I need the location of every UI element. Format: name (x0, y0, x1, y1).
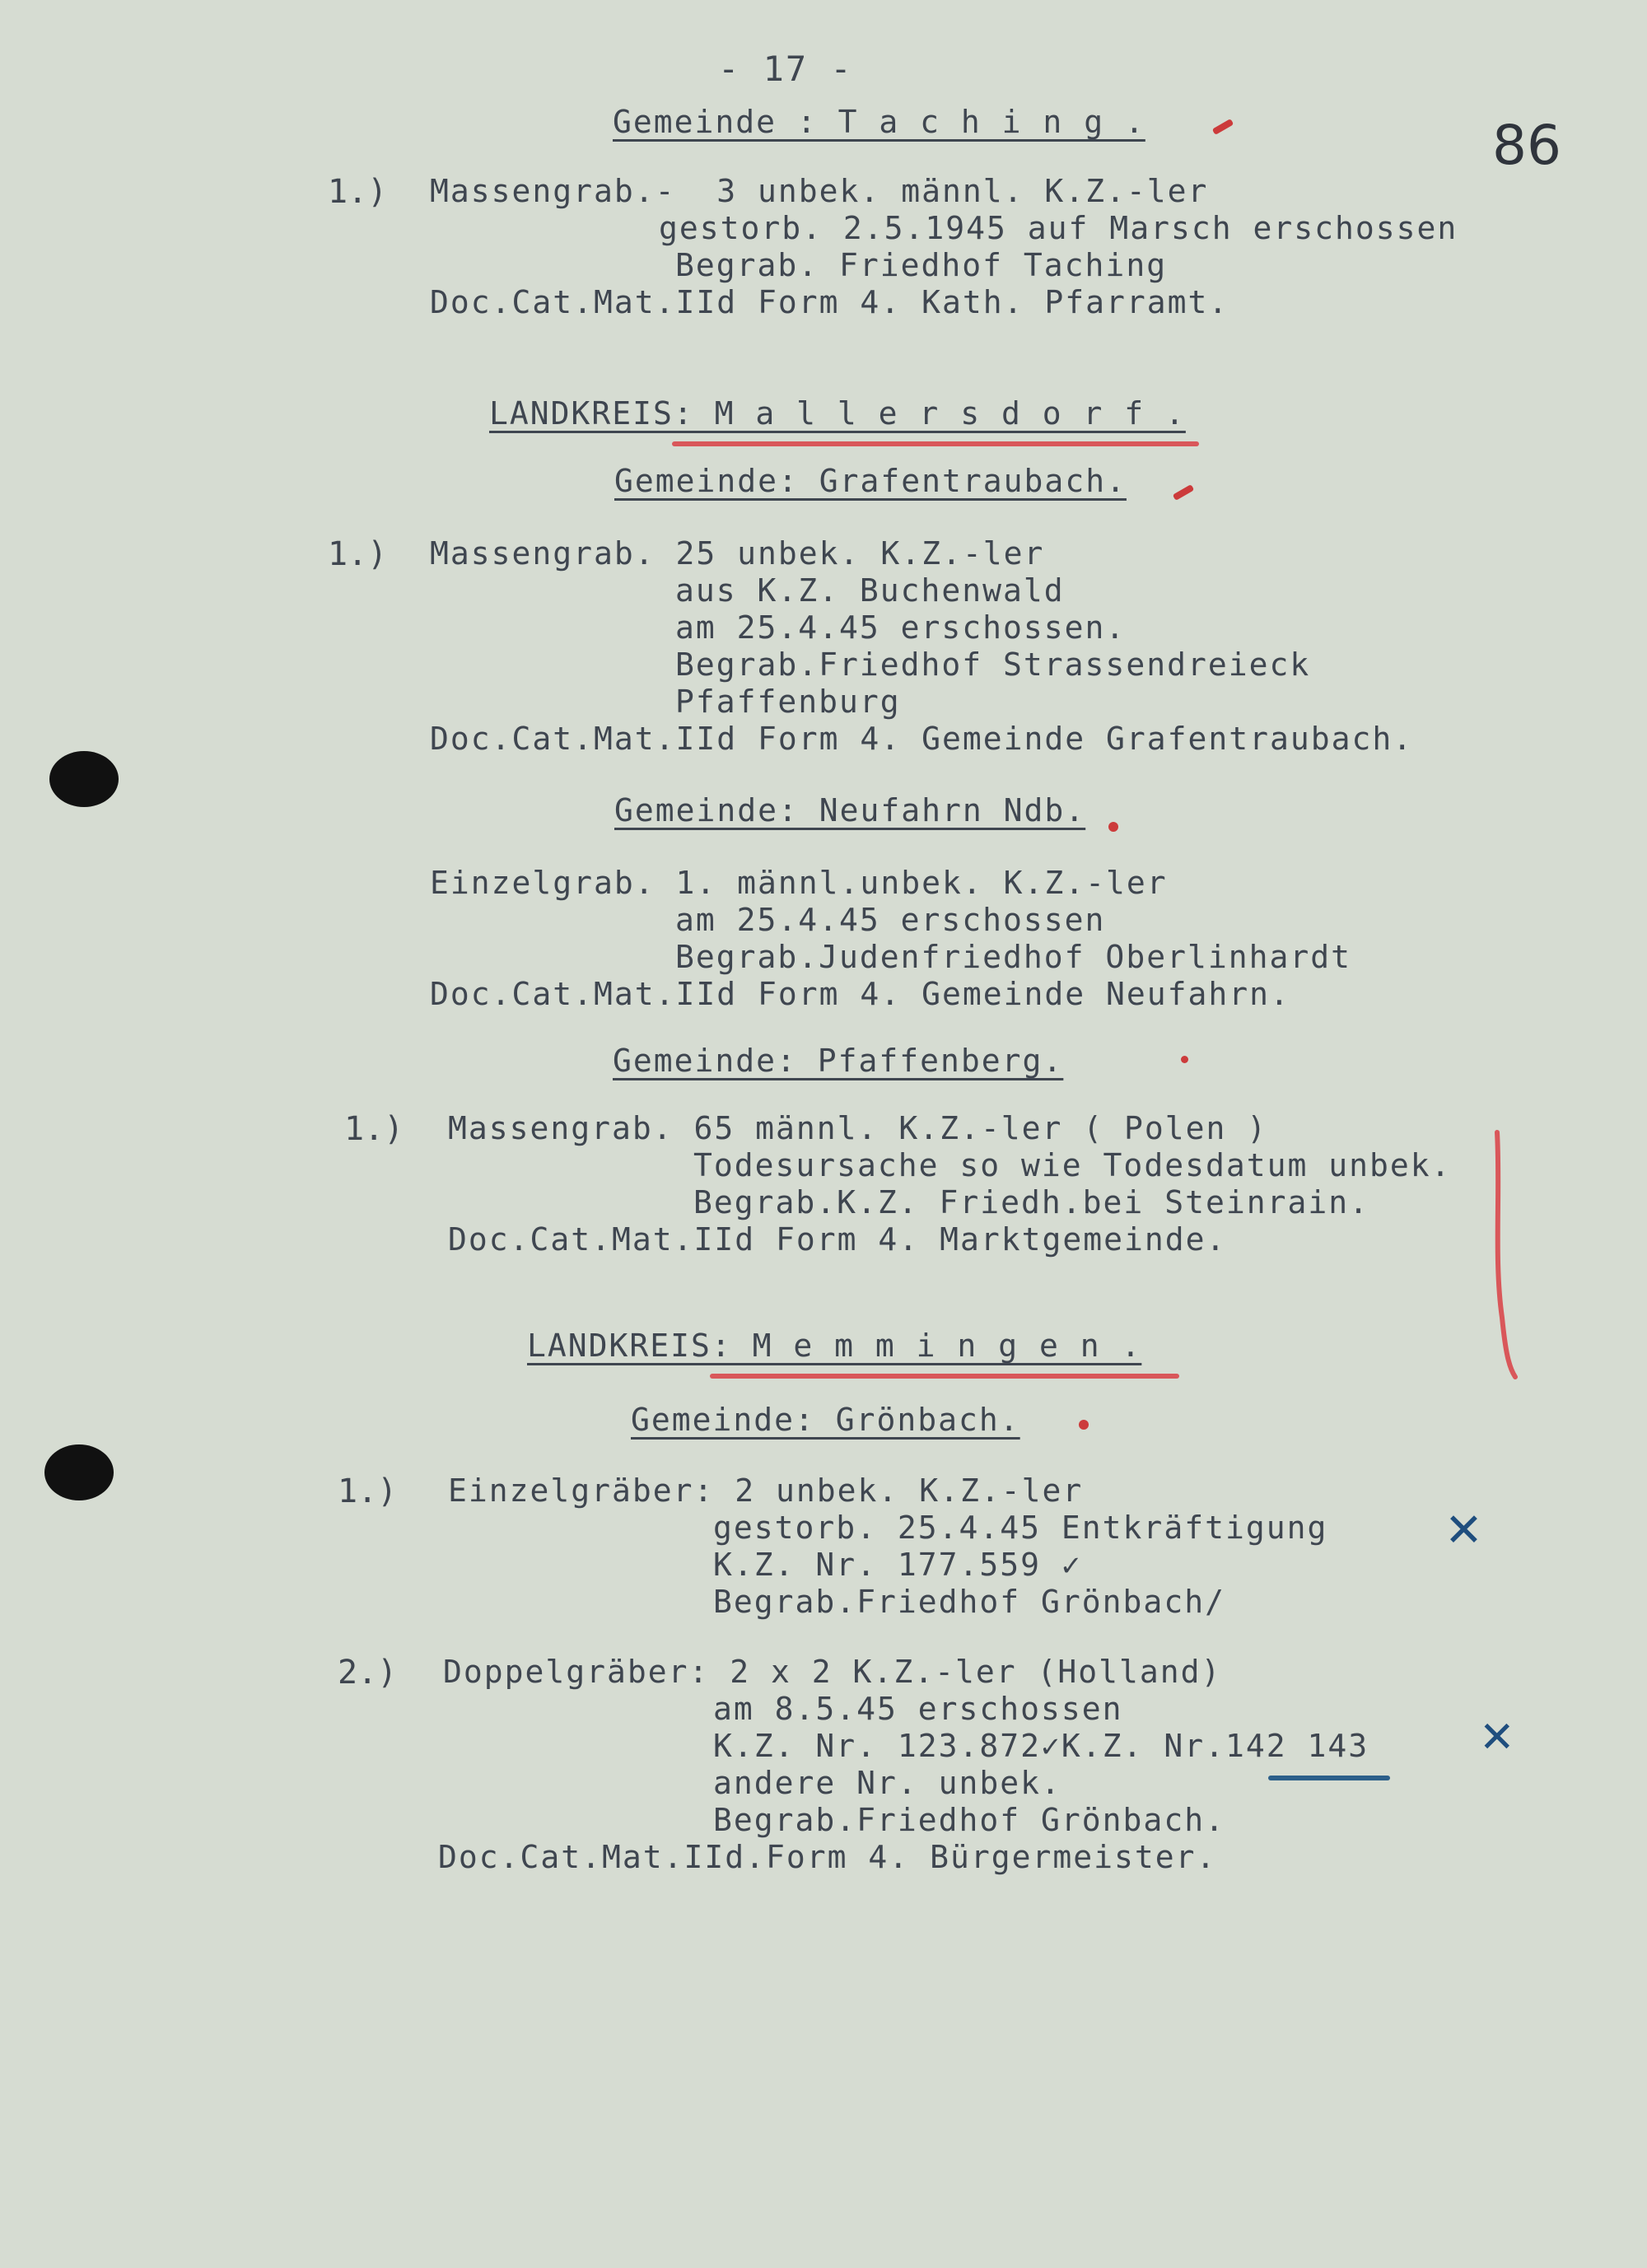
heading-pfaffenberg: Gemeinde: Pfaffenberg. (613, 1043, 1064, 1079)
entry-line: Begrab.Friedhof Grönbach. (713, 1802, 1225, 1838)
red-margin-line (1482, 1128, 1532, 1384)
heading-grafentraubach: Gemeinde: Grafentraubach. (614, 463, 1127, 499)
landkreis-memmingen: LANDKREIS: M e m m i n g e n . (527, 1328, 1142, 1364)
punch-hole-top (49, 751, 119, 807)
entry-doc: Doc.Cat.Mat.IId Form 4. Gemeinde Grafentraubach. (430, 721, 1414, 757)
entry-line: Begrab.Judenfriedhof Oberlinhardt (675, 939, 1351, 975)
punch-hole-bottom (44, 1444, 114, 1500)
entry-line: Begrab.K.Z. Friedh.bei Steinrain. (693, 1184, 1369, 1220)
entry-line: Massengrab. 65 männl. K.Z.-ler ( Polen ) (448, 1110, 1268, 1146)
red-underline (710, 1374, 1179, 1379)
red-underline (672, 441, 1199, 446)
entry-doc: Doc.Cat.Mat.IId Form 4. Gemeinde Neufahrn. (430, 976, 1290, 1012)
blue-cross-mark: ✕ (1444, 1504, 1483, 1557)
red-dot-mark (1108, 822, 1118, 832)
entry-line: K.Z. Nr. 177.559 ✓ (713, 1547, 1082, 1583)
entry-number: 1.) (328, 173, 388, 211)
page-label: - 17 - (718, 49, 853, 89)
entry-line: Begrab.Friedhof Strassendreieck (675, 646, 1311, 683)
red-tick-mark (1173, 484, 1195, 501)
entry-line: aus K.Z. Buchenwald (675, 572, 1065, 609)
blue-underline (1268, 1776, 1390, 1780)
entry-line: andere Nr. unbek. (713, 1765, 1061, 1801)
heading-gronbach: Gemeinde: Grönbach. (631, 1402, 1020, 1438)
entry-line: Begrab.Friedhof Grönbach/ (713, 1584, 1225, 1620)
entry-line: Todesursache so wie Todesdatum unbek. (693, 1147, 1452, 1183)
entry-number: 2.) (338, 1654, 398, 1692)
stamp-page-number: 86 (1492, 114, 1561, 177)
entry-line: am 8.5.45 erschossen (713, 1691, 1123, 1727)
entry-line: gestorb. 25.4.45 Entkräftigung (713, 1510, 1328, 1546)
entry-line: Einzelgrab. 1. männl.unbek. K.Z.-ler (430, 865, 1168, 901)
red-dot-mark (1079, 1420, 1089, 1430)
entry-line: gestorb. 2.5.1945 auf Marsch erschossen (659, 210, 1458, 246)
entry-line: Begrab. Friedhof Taching (675, 247, 1168, 283)
entry-line: Doppelgräber: 2 x 2 K.Z.-ler (Holland) (443, 1654, 1222, 1690)
landkreis-mallersdorf: LANDKREIS: M a l l e r s d o r f . (489, 395, 1186, 432)
entry-number: 1.) (328, 535, 388, 573)
heading-neufahrn: Gemeinde: Neufahrn Ndb. (614, 792, 1086, 828)
entry-line: Massengrab.- 3 unbek. männl. K.Z.-ler (430, 173, 1209, 209)
red-dot-mark (1181, 1056, 1188, 1063)
entry-doc: Doc.Cat.Mat.IId Form 4. Kath. Pfarramt. (430, 284, 1229, 320)
entry-line: am 25.4.45 erschossen (675, 902, 1106, 938)
heading-taching: Gemeinde : T a c h i n g . (613, 104, 1145, 140)
entry-doc: Doc.Cat.Mat.IId Form 4. Marktgemeinde. (448, 1221, 1227, 1258)
entry-line: am 25.4.45 erschossen. (675, 609, 1127, 646)
entry-line: Einzelgräber: 2 unbek. K.Z.-ler (448, 1472, 1084, 1509)
entry-line: Pfaffenburg (675, 684, 901, 720)
entry-number: 1.) (338, 1472, 398, 1510)
entry-doc: Doc.Cat.Mat.IId.Form 4. Bürgermeister. (438, 1839, 1217, 1875)
entry-line: Massengrab. 25 unbek. K.Z.-ler (430, 535, 1045, 572)
blue-cross-mark: ✕ (1479, 1713, 1515, 1762)
red-tick-mark (1212, 119, 1234, 135)
entry-number: 1.) (344, 1110, 404, 1148)
entry-line: K.Z. Nr. 123.872✓K.Z. Nr.142 143 (713, 1728, 1369, 1764)
